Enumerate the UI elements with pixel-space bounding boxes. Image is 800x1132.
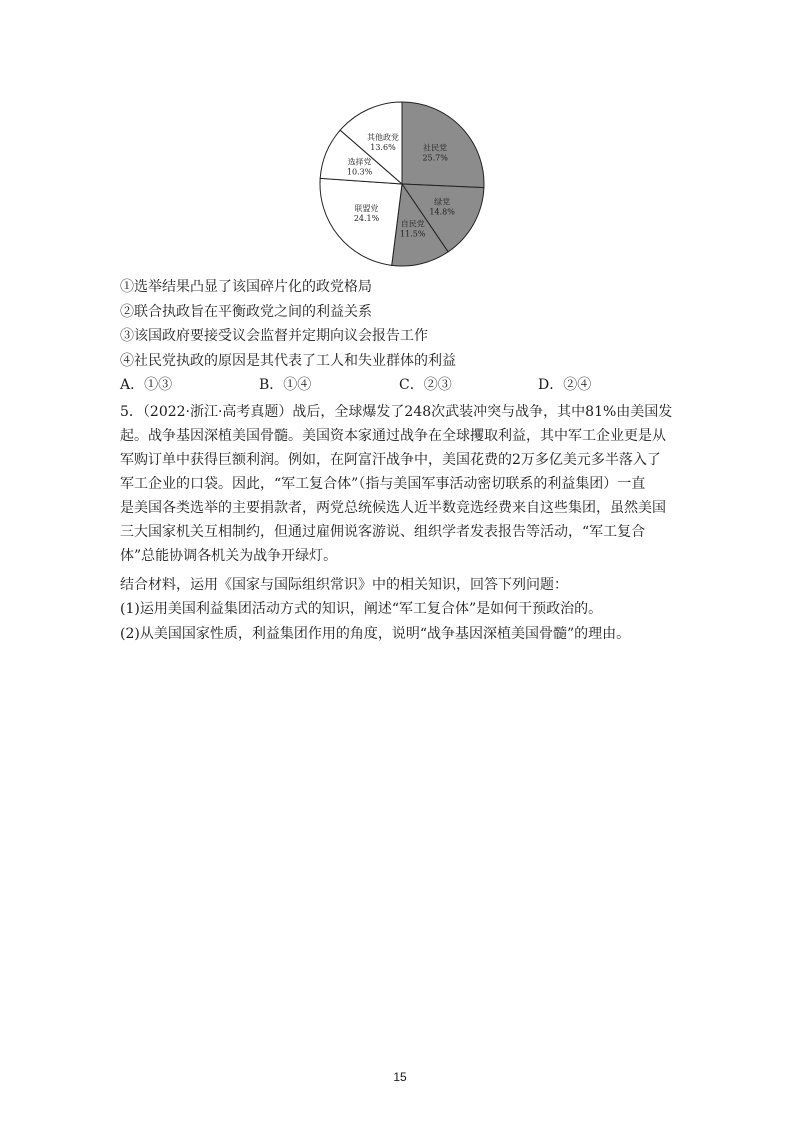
pie-slice-value: 14.8% [429,207,455,217]
question-5-sub-1: (1)运用美国利益集团活动方式的知识，阐述“军工复合体”是如何干预政治的。 [120,601,603,617]
pie-slice-name: 联盟党 [354,204,379,214]
pie-slices [320,102,484,266]
party-seat-pie-chart [318,100,486,268]
option-c-letter: C． [399,377,424,393]
option-a-text: ①③ [144,377,173,393]
material-line: 军购订单中获得巨额利润。例如，在阿富汗战争中，美国花费的2万多亿美元多半落入了 [120,452,661,468]
option-b-text: ①④ [283,377,312,393]
option-c [399,374,452,396]
option-b-letter: B． [259,377,284,393]
pie-slice-name: 绿党 [434,197,451,207]
pie-slice-name: 社民党 [423,143,448,153]
option-d-letter: D． [538,377,564,393]
option-d [538,374,591,396]
pie-slice-value: 11.5% [400,229,426,239]
option-d-text: ②④ [563,377,592,393]
statement-1: ①选举结果凸显了该国碎片化的政党格局 [120,279,372,295]
pie-slice-value: 13.6% [370,143,396,153]
pie-slice-name: 其他政党 [366,133,399,143]
pie-slice-value: 10.3% [346,167,373,177]
statement-4: ④社民党执政的原因是其代表了工人和失业群体的利益 [120,353,456,369]
option-c-text: ②③ [423,377,452,393]
pie-slice-value: 25.7% [422,153,448,163]
statement-3: ③该国政府要接受议会监督并定期向议会报告工作 [120,328,428,344]
pie-slice-name: 选择党 [347,157,372,167]
option-a-letter: A． [120,377,145,393]
material-line: 是美国各类选举的主要捐款者，两党总统候选人近半数竞选经费来自这些集团，虽然美国 [120,500,666,516]
question-5-instruction: 结合材料，运用《国家与国际组织常识》中的相关知识，回答下列问题： [120,577,568,593]
page-number: 15 [393,1070,407,1084]
material-line: 军工企业的口袋。因此，“军工复合体”（指与美国军事活动密切联系的利益集团）一直 [120,476,646,492]
pie-slice-value: 24.1% [353,214,380,224]
statement-2: ②联合执政旨在平衡政党之间的利益关系 [120,304,372,320]
material-line: 三大国家机关互相制约，但通过雇佣说客游说、组织学者发表报告等活动，“军工复合 [120,524,646,540]
material-line: 体”总能协调各机关为战争开绿灯。 [120,548,338,564]
option-b [259,374,311,396]
pie-slice-name: 自民党 [400,219,425,229]
question-5-sub-2: (2)从美国国家性质，利益集团作用的角度，说明“战争基因深植美国骨髓”的理由。 [120,626,631,642]
question-5-material [120,400,690,568]
material-line: 起。战争基因深植美国骨髓。美国资本家通过战争在全球攫取利益，其中军工企业更是从 [120,428,666,444]
option-a [120,374,172,396]
material-line: 5．（2022·浙江·高考真题）战后，全球爆发了248次武装冲突与战争，其中81%由美国发 [120,404,673,420]
